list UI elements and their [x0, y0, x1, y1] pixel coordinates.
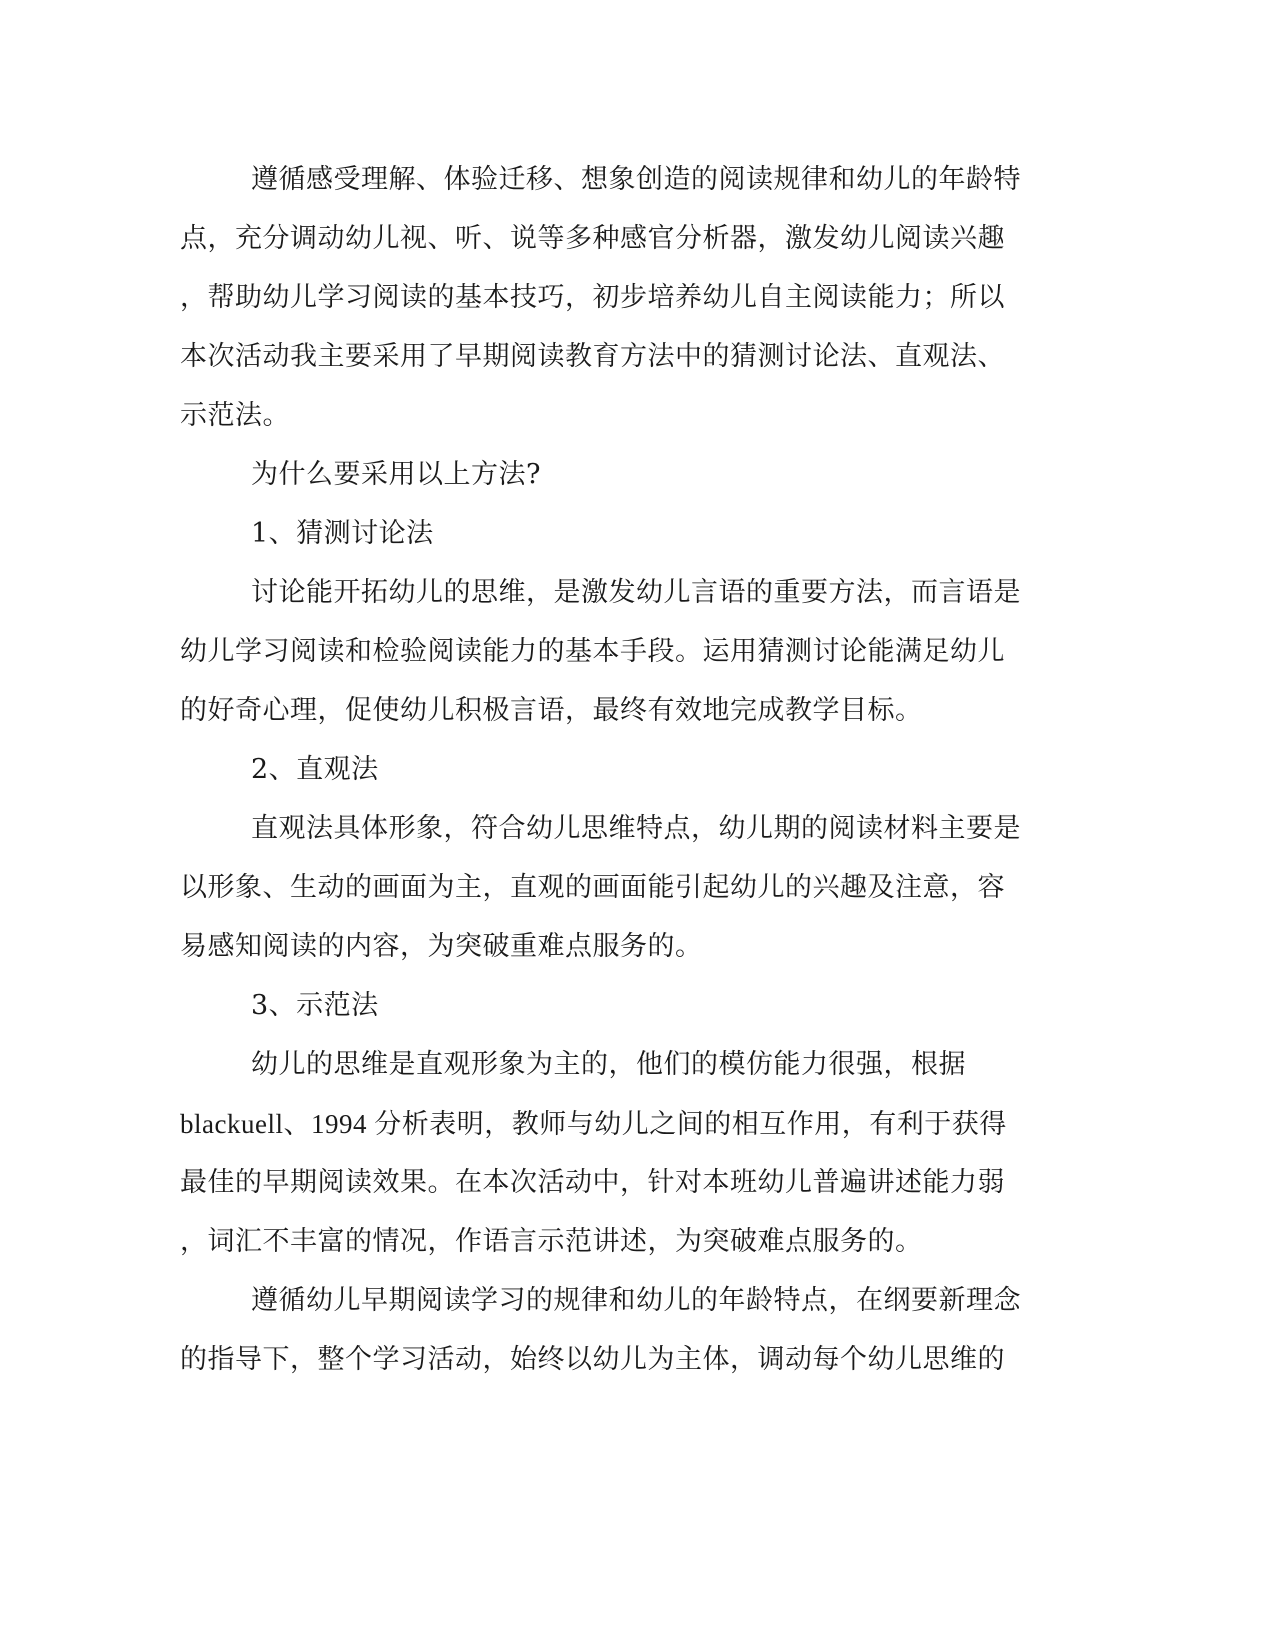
paragraph-line: 最佳的早期阅读效果。在本次活动中，针对本班幼儿普遍讲述能力弱: [180, 1167, 1005, 1198]
paragraph-line: 讨论能开拓幼儿的思维，是激发幼儿言语的重要方法，而言语是: [251, 577, 1021, 608]
paragraph-line: 点，充分调动幼儿视、听、说等多种感官分析器，激发幼儿阅读兴趣: [180, 223, 1005, 254]
section-heading-3: 3、示范法: [251, 990, 379, 1021]
paragraph-line: 幼儿学习阅读和检验阅读能力的基本手段。运用猜测讨论能满足幼儿: [180, 636, 1005, 667]
paragraph-line: 的好奇心理，促使幼儿积极言语，最终有效地完成教学目标。: [180, 695, 923, 726]
section-heading-2: 2、直观法: [251, 754, 379, 785]
paragraph-line: ，帮助幼儿学习阅读的基本技巧，初步培养幼儿自主阅读能力；所以: [180, 282, 1005, 313]
paragraph-line: 本次活动我主要采用了早期阅读教育方法中的猜测讨论法、直观法、: [180, 341, 1005, 372]
paragraph-line: 幼儿的思维是直观形象为主的，他们的模仿能力很强，根据: [251, 1049, 966, 1080]
section-heading-1: 1、猜测讨论法: [251, 518, 434, 549]
paragraph-line: 示范法。: [180, 400, 290, 431]
paragraph-line: blackuell、1994 分析表明，教师与幼儿之间的相互作用，有利于获得: [180, 1109, 1007, 1139]
paragraph-line: 遵循感受理解、体验迁移、想象创造的阅读规律和幼儿的年龄特: [251, 164, 1021, 195]
paragraph-line: 遵循幼儿早期阅读学习的规律和幼儿的年龄特点，在纲要新理念: [251, 1285, 1021, 1316]
paragraph-line: 以形象、生动的画面为主，直观的画面能引起幼儿的兴趣及注意，容: [180, 872, 1005, 903]
paragraph-line: 的指导下，整个学习活动，始终以幼儿为主体，调动每个幼儿思维的: [180, 1344, 1005, 1375]
paragraph-line: 易感知阅读的内容，为突破重难点服务的。: [180, 931, 703, 962]
paragraph-line: ，词汇不丰富的情况，作语言示范讲述，为突破难点服务的。: [180, 1226, 923, 1257]
question-heading: 为什么要采用以上方法?: [251, 459, 541, 490]
paragraph-line: 直观法具体形象，符合幼儿思维特点，幼儿期的阅读材料主要是: [251, 813, 1021, 844]
